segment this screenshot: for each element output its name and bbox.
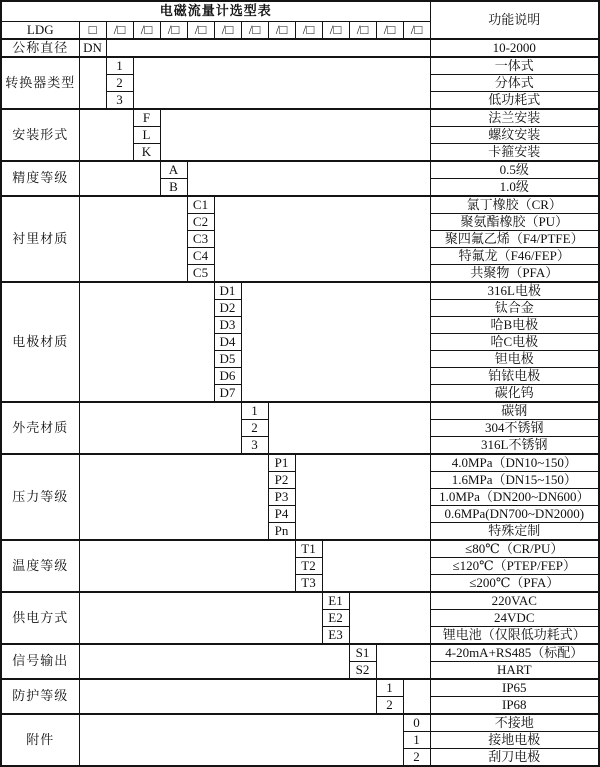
option-description-cell: 碳化钨 xyxy=(430,384,599,402)
spacer-cell xyxy=(79,714,403,766)
model-prefix: LDG xyxy=(1,21,79,39)
category-label: 附件 xyxy=(1,714,79,766)
model-code-box: /□ xyxy=(268,21,295,39)
model-code-box: /□ xyxy=(322,21,349,39)
option-row xyxy=(1,39,599,57)
category-label: 安装形式 xyxy=(1,109,79,161)
option-code-cell: D5 xyxy=(214,350,241,367)
category-label: 转换器类型 xyxy=(1,57,79,109)
option-description-cell: 1.0MPa（DN200~DN600） xyxy=(430,488,599,505)
option-row xyxy=(1,161,599,179)
spacer-cell xyxy=(79,282,214,402)
spacer-cell xyxy=(376,644,430,679)
option-description-cell: 氯丁橡胶（CR） xyxy=(430,196,599,214)
option-code-cell: C2 xyxy=(187,213,214,230)
category-label: 信号输出 xyxy=(1,644,79,679)
option-code-cell: 0 xyxy=(403,714,430,732)
option-description-cell: 螺纹安装 xyxy=(430,126,599,143)
option-code-cell: DN xyxy=(79,39,106,57)
option-row xyxy=(1,282,599,300)
model-code-box: /□ xyxy=(133,21,160,39)
option-row xyxy=(1,109,599,127)
option-row xyxy=(1,714,599,732)
option-code-cell: T2 xyxy=(295,557,322,574)
spacer-cell xyxy=(79,592,322,644)
category-label: 供电方式 xyxy=(1,592,79,644)
category-label: 温度等级 xyxy=(1,540,79,592)
option-description-cell: 0.5级 xyxy=(430,161,599,179)
option-code-cell: D3 xyxy=(214,316,241,333)
option-description-cell: 一体式 xyxy=(430,57,599,75)
function-description-header: 功能说明 xyxy=(430,1,599,39)
option-row xyxy=(1,454,599,472)
option-description-cell: 共聚物（PFA） xyxy=(430,264,599,282)
option-description-cell: 锂电池（仅限低功耗式） xyxy=(430,626,599,644)
option-code-cell: F xyxy=(133,109,160,127)
spacer-cell xyxy=(79,644,349,679)
option-code-cell: 1 xyxy=(241,402,268,420)
option-code-cell: D1 xyxy=(214,282,241,300)
option-description-cell: 碳钢 xyxy=(430,402,599,420)
option-description-cell: 特氟龙（F46/FEP） xyxy=(430,247,599,264)
option-code-cell: A xyxy=(160,161,187,179)
category-label: 外壳材质 xyxy=(1,402,79,454)
option-description-cell: 法兰安装 xyxy=(430,109,599,127)
option-code-cell: D4 xyxy=(214,333,241,350)
spacer-cell xyxy=(403,679,430,714)
category-label: 压力等级 xyxy=(1,454,79,540)
model-code-box: /□ xyxy=(241,21,268,39)
spacer-cell xyxy=(106,39,430,57)
option-code-cell: P3 xyxy=(268,488,295,505)
option-code-cell: D6 xyxy=(214,367,241,384)
option-code-cell: 1 xyxy=(403,731,430,748)
option-code-cell: E1 xyxy=(322,592,349,610)
option-code-cell: P1 xyxy=(268,454,295,472)
option-description-cell: 分体式 xyxy=(430,74,599,91)
option-description-cell: 0.6MPa(DN700~DN2000) xyxy=(430,505,599,522)
option-code-cell: 2 xyxy=(241,419,268,436)
option-code-cell: D7 xyxy=(214,384,241,402)
option-code-cell: T1 xyxy=(295,540,322,558)
option-description-cell: 刮刀电极 xyxy=(430,748,599,766)
option-description-cell: 4.0MPa（DN10~150） xyxy=(430,454,599,472)
spacer-cell xyxy=(79,161,160,196)
option-description-cell: 316L电极 xyxy=(430,282,599,300)
category-label: 公称直径 xyxy=(1,39,79,57)
option-description-cell: 1.6MPa（DN15~150） xyxy=(430,471,599,488)
spacer-cell xyxy=(79,454,268,540)
option-row xyxy=(1,402,599,420)
option-description-cell: ≤120℃（PTEP/FEP） xyxy=(430,557,599,574)
option-description-cell: 钽电极 xyxy=(430,350,599,367)
category-label: 防护等级 xyxy=(1,679,79,714)
option-description-cell: 聚氨酯橡胶（PU） xyxy=(430,213,599,230)
option-code-cell: P2 xyxy=(268,471,295,488)
spacer-cell xyxy=(349,592,430,644)
option-code-cell: 3 xyxy=(106,91,133,109)
option-code-cell: C3 xyxy=(187,230,214,247)
option-row xyxy=(1,644,599,662)
option-code-cell: K xyxy=(133,143,160,161)
option-description-cell: 聚四氟乙烯（F4/PTFE） xyxy=(430,230,599,247)
title-row xyxy=(1,1,599,21)
option-row xyxy=(1,196,599,214)
spacer-cell xyxy=(79,679,376,714)
model-code-box: /□ xyxy=(403,21,430,39)
option-code-cell: C4 xyxy=(187,247,214,264)
option-code-cell: E2 xyxy=(322,609,349,626)
model-code-box: /□ xyxy=(187,21,214,39)
option-description-cell: 铂铱电极 xyxy=(430,367,599,384)
option-code-cell: 2 xyxy=(403,748,430,766)
model-code-box: /□ xyxy=(376,21,403,39)
option-description-cell: 24VDC xyxy=(430,609,599,626)
spacer-cell xyxy=(133,57,430,109)
option-description-cell: 不接地 xyxy=(430,714,599,732)
option-code-cell: Pn xyxy=(268,522,295,540)
option-code-cell: D2 xyxy=(214,299,241,316)
spacer-cell xyxy=(187,161,430,196)
option-code-cell: L xyxy=(133,126,160,143)
spacer-cell xyxy=(79,109,133,161)
option-row xyxy=(1,540,599,558)
option-description-cell: 10-2000 xyxy=(430,39,599,57)
model-code-box: /□ xyxy=(295,21,322,39)
option-description-cell: 卡箍安装 xyxy=(430,143,599,161)
option-description-cell: HART xyxy=(430,661,599,679)
spacer-cell xyxy=(295,454,430,540)
option-description-cell: IP68 xyxy=(430,696,599,714)
option-description-cell: 1.0级 xyxy=(430,178,599,196)
spacer-cell xyxy=(79,540,295,592)
option-description-cell: ≤200℃（PFA） xyxy=(430,574,599,592)
option-description-cell: 220VAC xyxy=(430,592,599,610)
option-code-cell: 1 xyxy=(376,679,403,697)
option-description-cell: 316L不锈钢 xyxy=(430,436,599,454)
option-description-cell: 哈C电极 xyxy=(430,333,599,350)
option-code-cell: S2 xyxy=(349,661,376,679)
option-code-cell: P4 xyxy=(268,505,295,522)
spacer-cell xyxy=(160,109,430,161)
spacer-cell xyxy=(79,402,241,454)
option-description-cell: 304不锈钢 xyxy=(430,419,599,436)
spacer-cell xyxy=(268,402,430,454)
option-description-cell: 接地电极 xyxy=(430,731,599,748)
model-code-box: /□ xyxy=(214,21,241,39)
option-description-cell: ≤80℃（CR/PU） xyxy=(430,540,599,558)
option-description-cell: 低功耗式 xyxy=(430,91,599,109)
option-description-cell: 4-20mA+RS485（标配） xyxy=(430,644,599,662)
model-code-box: /□ xyxy=(349,21,376,39)
spacer-cell xyxy=(79,57,106,109)
option-code-cell: S1 xyxy=(349,644,376,662)
spacer-cell xyxy=(214,196,430,282)
spacer-cell xyxy=(241,282,430,402)
option-code-cell: C5 xyxy=(187,264,214,282)
category-label: 精度等级 xyxy=(1,161,79,196)
option-code-cell: 3 xyxy=(241,436,268,454)
option-description-cell: 特殊定制 xyxy=(430,522,599,540)
option-code-cell: 2 xyxy=(376,696,403,714)
option-code-cell: T3 xyxy=(295,574,322,592)
option-description-cell: 钛合金 xyxy=(430,299,599,316)
option-description-cell: IP65 xyxy=(430,679,599,697)
option-row xyxy=(1,679,599,697)
category-label: 衬里材质 xyxy=(1,196,79,282)
spacer-cell xyxy=(79,196,187,282)
category-label: 电极材质 xyxy=(1,282,79,402)
option-row xyxy=(1,592,599,610)
option-code-cell: 1 xyxy=(106,57,133,75)
option-description-cell: 哈B电极 xyxy=(430,316,599,333)
spacer-cell xyxy=(322,540,430,592)
model-code-box: /□ xyxy=(106,21,133,39)
model-code-box: □ xyxy=(79,21,106,39)
option-code-cell: B xyxy=(160,178,187,196)
option-code-cell: 2 xyxy=(106,74,133,91)
table-title: 电磁流量计选型表 xyxy=(1,1,430,21)
option-code-cell: C1 xyxy=(187,196,214,214)
model-code-box: /□ xyxy=(160,21,187,39)
option-code-cell: E3 xyxy=(322,626,349,644)
option-row xyxy=(1,57,599,75)
